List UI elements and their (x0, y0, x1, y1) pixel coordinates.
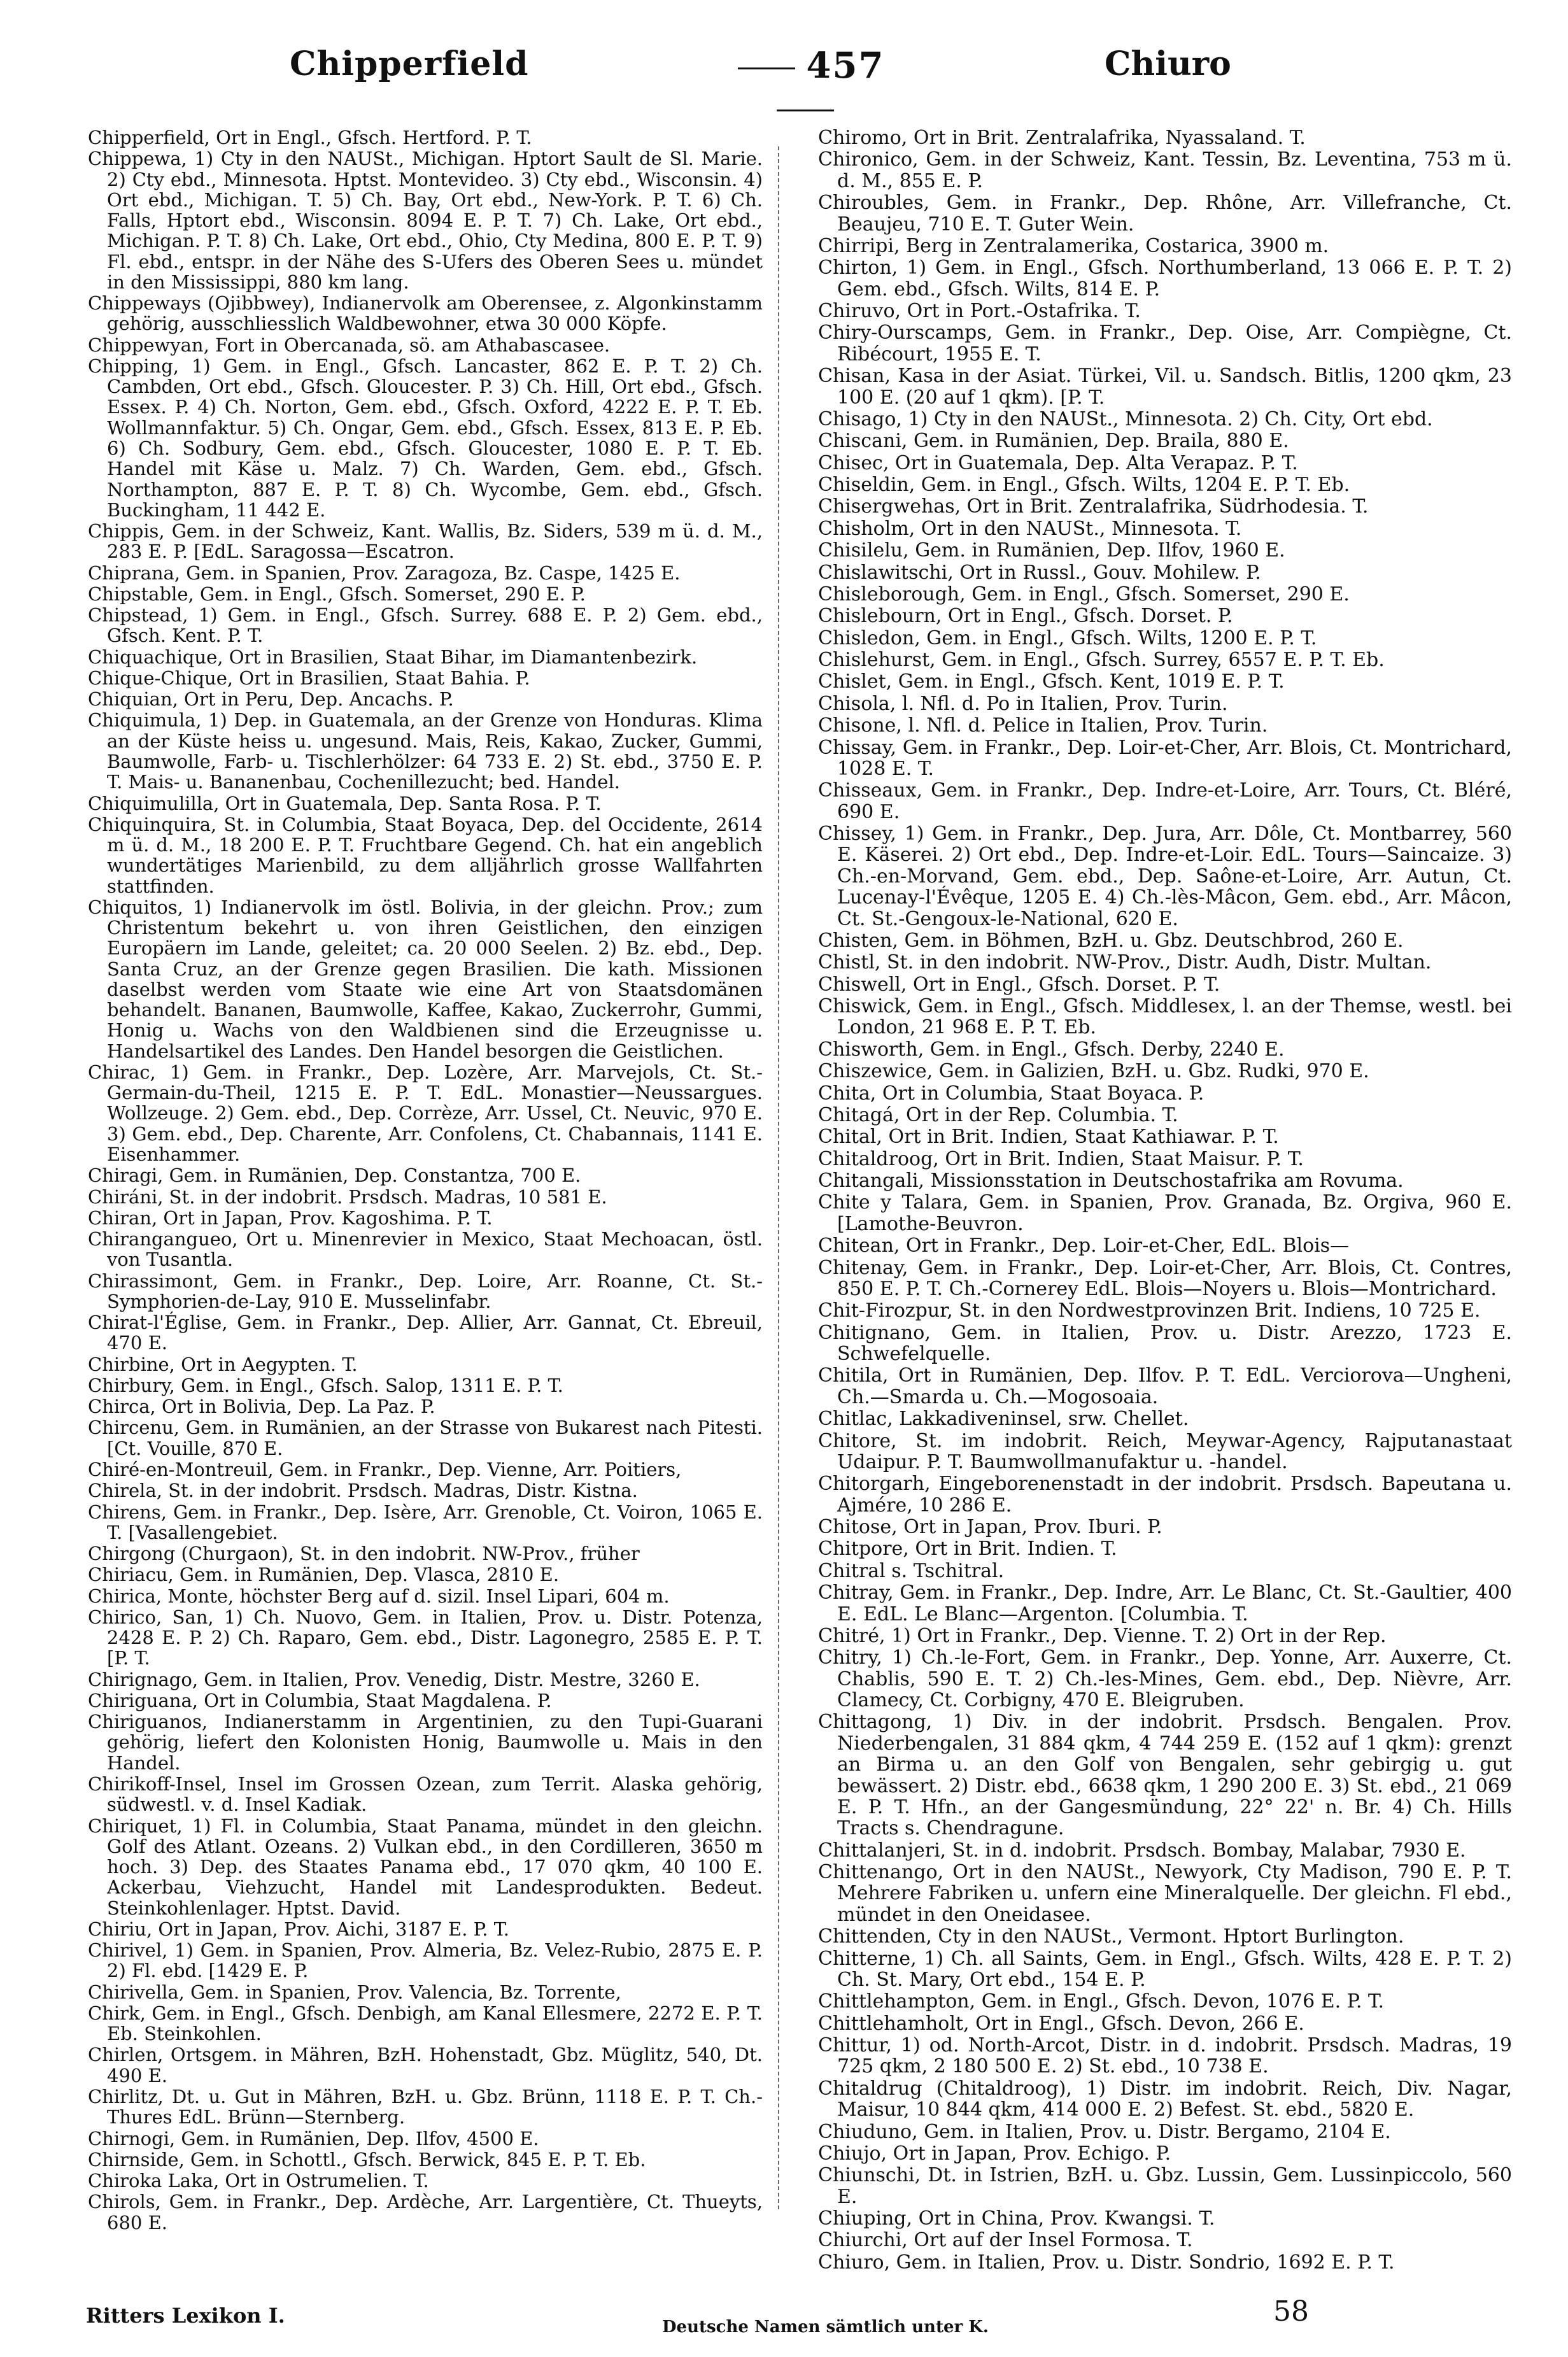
dictionary-entry: Chique-Chique, Ort in Brasilien, Staat Bahia. P. (88, 667, 530, 689)
dictionary-entry: Chiran, Ort in Japan, Prov. Kagoshima. P. T. (88, 1207, 493, 1229)
dictionary-entry: Chirica, Monte, höchster Berg auf d. sizil. Insel Lipari, 604 m. (88, 1585, 670, 1607)
dictionary-entry: Chirripi, Berg in Zentralamerika, Costarica, 3900 m. (818, 234, 1329, 257)
dictionary-entry: Chisilelu, Gem. in Rumänien, Dep. Ilfov, 1960 E. (818, 539, 1285, 562)
dictionary-entry: Chiscani, Gem. in Rumänien, Dep. Braila, 880 E. (818, 430, 1289, 453)
dictionary-entry: Chirnogi, Gem. in Rumänien, Dep. Ilfov, 4500 E. (88, 2127, 539, 2149)
dictionary-entry: Chislebourn, Ort in Engl., Gfsch. Dorset. P. (818, 605, 1233, 628)
dictionary-entry: Chiromo, Ort in Brit. Zentralafrika, Nyassaland. T. (818, 127, 1306, 149)
dictionary-entry: Chiruvo, Ort in Port.-Ostafrika. T. (818, 300, 1141, 322)
dictionary-entry: Chirassimont, Gem. in Frankr., Dep. Loire, Arr. Roanne, Ct. St.-Symphorien-de-Lay, 910 E. Musselinfabr. (88, 1270, 763, 1312)
dictionary-entry: Chitignano, Gem. in Italien, Prov. u. Distr. Arezzo, 1723 E. Schwefelquelle. (818, 1321, 1512, 1365)
dictionary-entry: Chistl, St. in den indobrit. NW-Prov., Distr. Audh, Distr. Multan. (818, 951, 1432, 974)
dictionary-entry: Chislehurst, Gem. in Engl., Gfsch. Surrey, 6557 E. P. T. Eb. (818, 649, 1385, 671)
dictionary-entry: Chirlitz, Dt. u. Gut in Mähren, BzH. u. Gbz. Brünn, 1118 E. P. T. Ch.-Thures EdL. Brünn—Sternberg. (88, 2085, 763, 2128)
dictionary-entry: Chirols, Gem. in Frankr., Dep. Ardèche, Arr. Largentière, Ct. Thueyts, 680 E. (88, 2191, 763, 2233)
dictionary-entry: Chiragi, Gem. in Rumänien, Dep. Constantza, 700 E. (88, 1164, 581, 1187)
dictionary-entry: Chirnside, Gem. in Schottl., Gfsch. Berwick, 845 E. P. T. Eb. (88, 2148, 646, 2170)
dictionary-entry: Chiszewice, Gem. in Galizien, BzH. u. Gbz. Rudki, 970 E. (818, 1060, 1369, 1083)
dictionary-entry: Chitpore, Ort in Brit. Indien. T. (818, 1538, 1117, 1561)
dictionary-entry: Chiriacu, Gem. in Rumänien, Dep. Vlasca, 2810 E. (88, 1564, 560, 1586)
dictionary-entry: Chisola, l. Nfl. d. Po in Italien, Prov. Turin. (818, 692, 1228, 715)
dictionary-entry: Chippis, Gem. in der Schweiz, Kant. Wallis, Bz. Siders, 539 m ü. d. M., 283 E. P. [EdL. Saragossa—Escatron. (88, 520, 763, 563)
header-right-keyword: Chiuro (1105, 45, 1231, 83)
dictionary-entry: Chitorgarh, Eingeborenenstadt in der indobrit. Prsdsch. Bapeutana u. Ajmére, 10 286 E. (818, 1473, 1512, 1517)
dictionary-entry: Chisten, Gem. in Böhmen, BzH. u. Gbz. Deutschbrod, 260 E. (818, 929, 1404, 952)
dictionary-entry: Chirangangueo, Ort u. Minenrevier in Mexico, Staat Mechoacan, östl. von Tusantla. (88, 1228, 763, 1271)
dictionary-entry: Chippewa, 1) Cty in den NAUSt., Michigan. Hptort Sault de Sl. Marie. 2) Cty ebd., Minnesota. Hptst. Montevideo. 3) Cty ebd., Wisconsin. 4) Ort ebd., Michigan. T. 5) Ch. Bay, Ort ebd., New-York. P. T. 6) Ch. Falls, Hptort ebd., Wisconsin. 8094 E. P. T. 7) Ch. Lake, Ort ebd., Michigan. P. T. 8) Ch. Lake, Ort ebd., Ohio, Cty Medina, 800 E. P. T. 9) Fl. ebd., entspr. in der Nähe des S-Ufers des Oberen Sees u. mündet in den Mississippi, 880 km lang. (88, 148, 763, 293)
dictionary-entry: Chiré-en-Montreuil, Gem. in Frankr., Dep. Vienne, Arr. Poitiers, (88, 1459, 682, 1480)
dictionary-entry: Chirton, 1) Gem. in Engl., Gfsch. Northumberland, 13 066 E. P. T. 2) Gem. ebd., Gfsch. Wilts, 814 E. P. (818, 257, 1512, 301)
dictionary-entry: Chisergwehas, Ort in Brit. Zentralafrika, Südrhodesia. T. (818, 495, 1369, 518)
dictionary-entry: Chiuduno, Gem. in Italien, Prov. u. Distr. Bergamo, 2104 E. (818, 2120, 1391, 2143)
column-divider (778, 146, 779, 2209)
dictionary-entry: Chit-Firozpur, St. in den Nordwestprovinzen Brit. Indiens, 10 725 E. (818, 1299, 1481, 1322)
header-dash-left (738, 67, 795, 69)
dictionary-entry: Chitore, St. im indobrit. Reich, Meywar-Agency, Rajputanastaat Udaipur. P. T. Baumwollmanufaktur u. -handel. (818, 1429, 1512, 1473)
dictionary-entry: Chiujo, Ort in Japan, Prov. Echigo. P. (818, 2142, 1171, 2165)
dictionary-entry: Chipperfield, Ort in Engl., Gfsch. Hertford. P. T. (88, 127, 532, 148)
page-number-text: 457 (806, 45, 885, 87)
dictionary-entry: Chittlehampton, Gem. in Engl., Gfsch. Devon, 1076 E. P. T. (818, 1990, 1385, 2013)
dictionary-entry: Chiswell, Ort in Engl., Gfsch. Dorset. P. T. (818, 973, 1220, 996)
dictionary-entry: Chisleborough, Gem. in Engl., Gfsch. Somerset, 290 E. (818, 583, 1350, 605)
dictionary-entry: Chiquitos, 1) Indianervolk im östl. Bolivia, in der gleichn. Prov.; zum Christentum bekehrt u. von ihren Geistlichen, den einzigen Europäern im Lande, geleitet; ca. 20 000 Seelen. 2) Bz. ebd., Dep. Santa Cruz, an der Grenze gegen Brasilien. Die kath. Missionen daselbst werden vom Staate wie eine Art von Staatsdomänen behandelt. Bananen, Baumwolle, Kaffee, Kakao, Zuckerrohr, Gummi, Honig u. Wachs von den Waldbienen sind die Erzeugnisse u. Handelsartikel des Landes. Den Handel besorgen die Geistlichen. (88, 896, 763, 1062)
dictionary-entry: Chiuping, Ort in China, Prov. Kwangsi. T. (818, 2207, 1215, 2230)
page-header (290, 45, 1321, 102)
dictionary-entry: Chirac, 1) Gem. in Frankr., Dep. Lozère, Arr. Marvejols, Ct. St.-Germain-du-Theil, 1215 E. P. T. EdL. Monastier—Neussargues. Wollzeuge. 2) Gem. ebd., Dep. Corrèze, Arr. Ussel, Ct. Neuvic, 970 E. 3) Gem. ebd., Dep. Charente, Arr. Confolens, Ct. Chabannais, 1141 E. Eisenhammer. (88, 1061, 763, 1166)
dictionary-entry: Chitré, 1) Ort in Frankr., Dep. Vienne. T. 2) Ort in der Rep. (818, 1624, 1387, 1647)
dictionary-entry: Chiriu, Ort in Japan, Prov. Aichi, 3187 E. P. T. (88, 1918, 510, 1940)
dictionary-entry: Chiuro, Gem. in Italien, Prov. u. Distr. Sondrio, 1692 E. P. T. (818, 2251, 1395, 2274)
dictionary-entry: Chitlac, Lakkadiveninsel, srw. Chellet. (818, 1408, 1189, 1431)
footer-signature: 58 (1273, 2295, 1309, 2328)
dictionary-entry: Chisledon, Gem. in Engl., Gfsch. Wilts, 1200 E. P. T. (818, 626, 1317, 649)
dictionary-entry: Chislawitschi, Ort in Russl., Gouv. Mohilew. P. (818, 561, 1261, 584)
dictionary-entry: Chitila, Ort in Rumänien, Dep. Ilfov. P. T. EdL. Verciorova—Ungheni, Ch.—Smarda u. Ch.—Mogosoaia. (818, 1364, 1512, 1408)
dictionary-entry: Chirat-l'Église, Gem. in Frankr., Dep. Allier, Arr. Gannat, Ct. Ebreuil, 470 E. (88, 1312, 763, 1354)
dictionary-entry: Chital, Ort in Brit. Indien, Staat Kathiawar. P. T. (818, 1126, 1279, 1149)
dictionary-entry: Chiquimula, 1) Dep. in Guatemala, an der Grenze von Honduras. Klima an der Küste heiss u. ungesund. Mais, Reis, Kakao, Zucker, Gummi, Baumwolle, Farb- u. Tischlerhölzer: 64 733 E. 2) St. ebd., 3750 E. P. T. Mais- u. Bananenbau, Cochenillezucht; bed. Handel. (88, 709, 763, 793)
dictionary-entry: Chirignago, Gem. in Italien, Prov. Venedig, Distr. Mestre, 3260 E. (88, 1668, 700, 1690)
dictionary-entry: Chitean, Ort in Frankr., Dep. Loir-et-Cher, EdL. Blois— (818, 1235, 1350, 1257)
dictionary-entry: Chirivella, Gem. in Spanien, Prov. Valencia, Bz. Torrente, (88, 1981, 621, 2003)
dictionary-entry: Chirbine, Ort in Aegypten. T. (88, 1353, 358, 1375)
dictionary-entry: Chiprana, Gem. in Spanien, Prov. Zaragoza, Bz. Caspe, 1425 E. (88, 562, 681, 584)
dictionary-entry: Chitry, 1) Ch.-le-Fort, Gem. in Frankr., Dep. Yonne, Arr. Auxerre, Ct. Chablis, 590 E. T. 2) Ch.-les-Mines, Gem. ebd., Dep. Nièvre, Arr. Clamecy, Ct. Corbigny, 470 E. Bleigruben. (818, 1646, 1512, 1711)
dictionary-entry: Chiquinquira, St. in Columbia, Staat Boyaca, Dep. del Occidente, 2614 m ü. d. M., 18 200 E. P. T. Fruchtbare Gegend. Ch. hat ein angeblich wundertätiges Marienbild, zu dem alljährlich grosse Wallfahrten stattfinden. (88, 813, 763, 897)
dictionary-entry: Chisago, 1) Cty in den NAUSt., Minnesota. 2) Ch. City, Ort ebd. (818, 407, 1433, 430)
dictionary-entry: Chisworth, Gem. in Engl., Gfsch. Derby, 2240 E. (818, 1038, 1285, 1061)
dictionary-entry: Chiswick, Gem. in Engl., Gfsch. Middlesex, l. an der Themse, westl. bei London, 21 968 E. P. T. Eb. (818, 995, 1512, 1039)
dictionary-entry: Chipstable, Gem. in Engl., Gfsch. Somerset, 290 E. P. (88, 583, 586, 605)
dictionary-entry: Chiquachique, Ort in Brasilien, Staat Bihar, im Diamantenbezirk. (88, 646, 698, 668)
header-dash-right (777, 110, 834, 111)
dictionary-entry: Chiroka Laka, Ort in Ostrumelien. T. (88, 2170, 429, 2192)
footer-publisher: Ritters Lexikon I. (86, 2304, 285, 2328)
dictionary-entry: Chitaldrug (Chitaldroog), 1) Distr. im indobrit. Reich, Div. Nagar, Maisur, 10 844 qkm, 414 000 E. 2) Befest. St. ebd., 5820 E. (818, 2077, 1512, 2121)
dictionary-entry: Chitenay, Gem. in Frankr., Dep. Loir-et-Cher, Arr. Blois, Ct. Contres, 850 E. P. T. Ch.-Cornerey EdL. Blois—Noyers u. Blois—Montrichard. (818, 1256, 1512, 1300)
dictionary-entry: Chitangali, Missionsstation in Deutschostafrika am Rovuma. (818, 1170, 1404, 1192)
dictionary-entry: Chittenden, Cty in den NAUSt., Vermont. Hptort Burlington. (818, 1925, 1404, 1948)
dictionary-entry: Chipstead, 1) Gem. in Engl., Gfsch. Surrey. 688 E. P. 2) Gem. ebd., Gfsch. Kent. P. T. (88, 604, 763, 647)
dictionary-entry: Chirk, Gem. in Engl., Gfsch. Denbigh, am Kanal Ellesmere, 2272 E. P. T. Eb. Steinkohlen. (88, 2002, 763, 2045)
dictionary-entry: Chirivel, 1) Gem. in Spanien, Prov. Almeria, Bz. Velez-Rubio, 2875 E. P. 2) Fl. ebd. [1429 E. P. (88, 1939, 763, 1982)
dictionary-entry: Chirico, San, 1) Ch. Nuovo, Gem. in Italien, Prov. u. Distr. Potenza, 2428 E. P. 2) Ch. Raparo, Gem. ebd., Distr. Lagonegro, 2585 E. P. T. [P. T. (88, 1606, 763, 1669)
dictionary-entry: Chiriguanos, Indianerstamm in Argentinien, zu den Tupi-Guarani gehörig, liefert den Kolonisten Honig, Baumwolle u. Mais in den Handel. (88, 1711, 763, 1774)
header-left-keyword: Chipperfield (290, 45, 529, 83)
dictionary-entry: Chironico, Gem. in der Schweiz, Kant. Tessin, Bz. Leventina, 753 m ü. d. M., 855 E. P. (818, 148, 1512, 192)
dictionary-entry: Chitterne, 1) Ch. all Saints, Gem. in Engl., Gfsch. Wilts, 428 E. P. T. 2) Ch. St. Mary, Ort ebd., 154 E. P. (818, 1947, 1512, 1991)
dictionary-entry: Chitral s. Tschitral. (818, 1559, 1005, 1582)
dictionary-entry: Chirgong (Churgaon), St. in den indobrit. NW-Prov., früher (88, 1543, 640, 1565)
dictionary-entry: Chippewyan, Fort in Obercanada, sö. am Athabascasee. (88, 334, 611, 356)
dictionary-entry: Chirbury, Gem. in Engl., Gfsch. Salop, 1311 E. P. T. (88, 1374, 563, 1396)
dictionary-entry: Chirlen, Ortsgem. in Mähren, BzH. Hohenstadt, Gbz. Müglitz, 540, Dt. 490 E. (88, 2044, 763, 2086)
dictionary-entry: Chislet, Gem. in Engl., Gfsch. Kent, 1019 E. P. T. (818, 670, 1285, 693)
dictionary-entry: Chircenu, Gem. in Rumänien, an der Strasse von Bukarest nach Pitesti. [Ct. Vouille, 870 E. (88, 1417, 763, 1459)
dictionary-entry: Chitaldroog, Ort in Brit. Indien, Staat Maisur. P. T. (818, 1147, 1304, 1170)
dictionary-entry: Chittur, 1) od. North-Arcot, Distr. in d. indobrit. Prsdsch. Madras, 19 725 qkm, 2 180 500 E. 2) St. ebd., 10 738 E. (818, 2034, 1512, 2078)
dictionary-entry: Chirca, Ort in Bolivia, Dep. La Paz. P. (88, 1396, 435, 1418)
dictionary-entry: Chite y Talara, Gem. in Spanien, Prov. Granada, Bz. Orgiva, 960 E. [Lamothe-Beuvron. (818, 1191, 1512, 1235)
page-number (703, 45, 907, 129)
dictionary-entry: Chittagong, 1) Div. in der indobrit. Prsdsch. Bengalen. Prov. Niederbengalen, 31 884 qkm, 4 744 259 E. (152 auf 1 qkm): grenzt an Birma u. an den Golf von Bengalen, sehr gebirgig u. gut bewässert. 2) Distr. ebd., 6638 qkm, 1 290 200 E. 3) St. ebd., 21 069 E. P. T. Hfn., an der Gangesmündung, 22° 22' n. Br. 4) Ch. Hills Tracts s. Chendragune. (818, 1711, 1512, 1840)
dictionary-entry: Chiseldin, Gem. in Engl., Gfsch. Wilts, 1204 E. P. T. Eb. (818, 474, 1350, 496)
dictionary-entry: Chiquimulilla, Ort in Guatemala, Dep. Santa Rosa. P. T. (88, 792, 602, 814)
dictionary-entry: Chirikoff-Insel, Insel im Grossen Ozean, zum Territ. Alaska gehörig, südwestl. v. d. Insel Kadiak. (88, 1773, 763, 1816)
dictionary-entry: Chita, Ort in Columbia, Staat Boyaca. P. (818, 1082, 1204, 1105)
dictionary-entry: Chiry-Ourscamps, Gem. in Frankr., Dep. Oise, Arr. Compiègne, Ct. Ribécourt, 1955 E. T. (818, 322, 1512, 365)
dictionary-entry: Chissey, 1) Gem. in Frankr., Dep. Jura, Arr. Dôle, Ct. Montbarrey, 560 E. Käserei. 2) Ort ebd., Dep. Indre-et-Loir. EdL. Tours—Saincaize. 3) Ch.-en-Morvand, Gem. ebd., Dep. Saône-et-Loire, Arr. Autun, Ct. Lucenay-l'Évêque, 1205 E. 4) Ch.-lès-Mâcon, Gem. ebd., Arr. Mâcon, Ct. St.-Gengoux-le-National, 620 E. (818, 823, 1512, 930)
dictionary-entry: Chisholm, Ort in den NAUSt., Minnesota. T. (818, 517, 1242, 540)
dictionary-entry: Chisseaux, Gem. in Frankr., Dep. Indre-et-Loire, Arr. Tours, Ct. Bléré, 690 E. (818, 779, 1512, 823)
dictionary-entry: Chitose, Ort in Japan, Prov. Iburi. P. (818, 1516, 1162, 1538)
dictionary-entry: Chittlehamholt, Ort in Engl., Gfsch. Devon, 266 E. (818, 2012, 1304, 2035)
dictionary-entry: Chiriquet, 1) Fl. in Columbia, Staat Panama, mündet in den gleichn. Golf des Atlant. Ozeans. 2) Vulkan ebd., in den Cordilleren, 3650 m hoch. 3) Dep. des Staates Panama ebd., 17 070 qkm, 40 100 E. Ackerbau, Viehzucht, Handel mit Landesprodukten. Bedeut. Steinkohlenlager. Hptst. David. (88, 1815, 763, 1919)
footer-note: Deutsche Namen sämtlich unter K. (662, 2318, 989, 2337)
dictionary-entry: Chisone, l. Nfl. d. Pelice in Italien, Prov. Turin. (818, 714, 1268, 737)
dictionary-entry: Chirela, St. in der indobrit. Prsdsch. Madras, Distr. Kistna. (88, 1480, 638, 1502)
dictionary-entry: Chiurchi, Ort auf der Insel Formosa. T. (818, 2229, 1193, 2252)
dictionary-entry: Chisan, Kasa in der Asiat. Türkei, Vil. u. Sandsch. Bitlis, 1200 qkm, 23 100 E. (20 auf 1 qkm). [P. T. (818, 365, 1512, 409)
dictionary-entry: Chiriguana, Ort in Columbia, Staat Magdalena. P. (88, 1689, 552, 1711)
dictionary-entry: Chipping, 1) Gem. in Engl., Gfsch. Lancaster, 862 E. P. T. 2) Ch. Cambden, Ort ebd., Gfsch. Gloucester. P. 3) Ch. Hill, Ort ebd., Gfsch. Essex. P. 4) Ch. Norton, Gem. ebd., Gfsch. Oxford, 4222 E. P. T. Eb. Wollmannfaktur. 5) Ch. Ongar, Gem. ebd., Gfsch. Essex, 813 E. P. Eb. 6) Ch. Sodbury, Gem. ebd., Gfsch. Gloucester, 1080 E. P. T. Eb. Handel mit Käse u. Malz. 7) Ch. Warden, Gem. ebd., Gfsch. Northampton, 887 E. P. T. 8) Ch. Wycombe, Gem. ebd., Gfsch. Buckingham, 11 442 E. (88, 355, 763, 521)
left-column (69, 127, 763, 2279)
dictionary-entry: Chiroubles, Gem. in Frankr., Dep. Rhône, Arr. Villefranche, Ct. Beaujeu, 710 E. T. Guter Wein. (818, 192, 1512, 236)
dictionary-entry: Chiráni, St. in der indobrit. Prsdsch. Madras, 10 581 E. (88, 1186, 607, 1208)
dictionary-entry: Chippeways (Ojibbwey), Indianervolk am Oberensee, z. Algonkinstamm gehörig, ausschliesslich Waldbewohner, etwa 30 000 Köpfe. (88, 292, 763, 335)
right-column (799, 127, 1512, 2279)
dictionary-entry: Chitagá, Ort in der Rep. Columbia. T. (818, 1103, 1178, 1126)
dictionary-entry: Chisec, Ort in Guatemala, Dep. Alta Verapaz. P. T. (818, 451, 1298, 474)
dictionary-entry: Chitray, Gem. in Frankr., Dep. Indre, Arr. Le Blanc, Ct. St.-Gaultier, 400 E. EdL. Le Blanc—Argenton. [Columbia. T. (818, 1582, 1512, 1625)
dictionary-entry: Chiunschi, Dt. in Istrien, BzH. u. Gbz. Lussin, Gem. Lussinpiccolo, 560 E. (818, 2164, 1512, 2208)
dictionary-entry: Chiquian, Ort in Peru, Dep. Ancachs. P. (88, 688, 454, 711)
dictionary-entry: Chittenango, Ort in den NAUSt., Newyork, Cty Madison, 790 E. P. T. Mehrere Fabriken u. unfern eine Mineralquelle. Der gleichn. Fl ebd., mündet in den Oneidasee. (818, 1861, 1512, 1926)
dictionary-entry: Chissay, Gem. in Frankr., Dep. Loir-et-Cher, Arr. Blois, Ct. Montrichard, 1028 E. T. (818, 736, 1512, 780)
dictionary-entry: Chittalanjeri, St. in d. indobrit. Prsdsch. Bombay, Malabar, 7930 E. (818, 1839, 1466, 1862)
dictionary-entry: Chirens, Gem. in Frankr., Dep. Isère, Arr. Grenoble, Ct. Voiron, 1065 E. T. [Vasallengebiet. (88, 1501, 763, 1543)
